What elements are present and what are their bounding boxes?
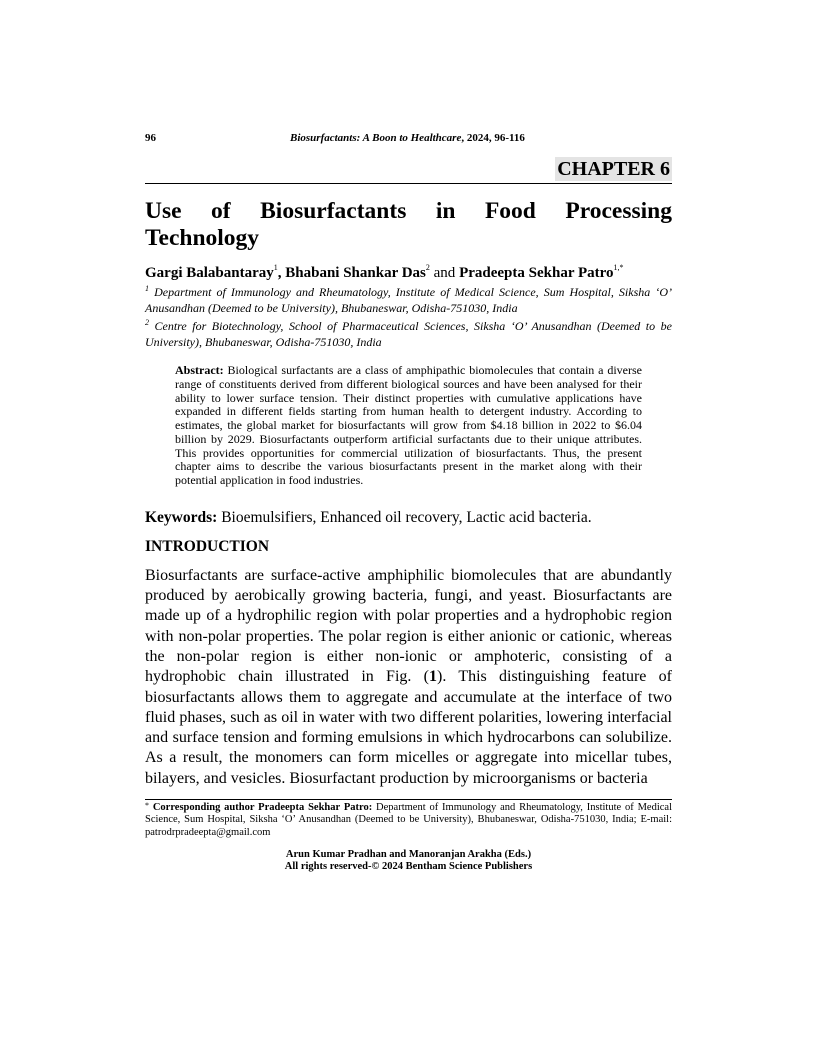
keywords-text: Bioemulsifiers, Enhanced oil recovery, Lactic acid bacteria.: [217, 508, 592, 526]
document-page: [145, 0, 672, 874]
editors-line: Arun Kumar Pradhan and Manoranjan Arakha (Eds.): [285, 848, 532, 860]
footnote-label: Corresponding author Pradeepta Sekhar Patro:: [149, 802, 373, 814]
affiliation-sup: 1: [145, 284, 149, 293]
author-affiliation-sup: 2: [425, 263, 430, 272]
introduction-paragraph: [145, 566, 672, 789]
page-number: 96: [145, 132, 156, 144]
corresponding-author-footnote: [145, 802, 672, 839]
footnote-text: Department of Immunology and Rheumatology, Institute of Medical Science, Sum Hospital, Siksha ‘O’ Anusandhan (Deemed to be University), Bhubaneswar, Odisha-751030, India; E-mail: patrodrpradeepta@gmail.com: [145, 802, 672, 838]
running-header: [145, 131, 672, 145]
section-heading-introduction: INTRODUCTION: [145, 537, 270, 555]
journal-details: , 2024, 96-116: [461, 132, 525, 144]
journal-citation: [290, 131, 525, 145]
author-name: Gargi Balabantaray: [145, 265, 274, 281]
footnote-divider: [145, 799, 672, 800]
affiliation-2: [145, 319, 672, 350]
author-separator: and: [429, 265, 460, 281]
footnote-marker: *: [145, 801, 149, 811]
author-list: [145, 264, 672, 282]
copyright-line: All rights reserved-© 2024 Bentham Science Publishers: [284, 861, 533, 873]
header-divider: [145, 183, 672, 184]
keywords-label: Keywords:: [145, 508, 218, 526]
keywords: [145, 508, 672, 527]
chapter-label-row: [145, 157, 672, 183]
abstract-text: Biological surfactants are a class of amphipathic biomolecules that contain a diverse range of constituents derived from different biological sources and have been analysed for their ability to lower surface tension. Their distinct properties with cumulative applications have expanded in different fields starting from human health to detergent industry. According to estimates, the global market for biosurfactants will grow from $4.18 billion in 2022 to $6.04 billion by 2029. Biosurfactants outperform artificial surfactants due to their unique attributes. This provides opportunities for commercial utilization of biosurfactants. Thus, the present chapter aims to describe the various biosurfactants present in the market along with their potential application in food industries.: [175, 363, 642, 487]
author-affiliation-sup: 1,*: [613, 263, 624, 272]
affiliation-text: Department of Immunology and Rheumatology, Institute of Medical Science, Sum Hospital, Siksha ‘O’ Anusandhan (Deemed to be University), Bhubaneswar, Odisha-751030, India: [145, 285, 672, 315]
chapter-label: CHAPTER 6: [557, 158, 670, 180]
affiliation-sup: 2: [145, 318, 149, 327]
abstract: [175, 364, 642, 488]
publication-credits: [145, 849, 672, 874]
journal-title: Biosurfactants: A Boon to Healthcare: [290, 132, 462, 144]
author-separator: ,: [277, 265, 286, 281]
body-text: ). This distinguishing feature of biosurfactants allows them to aggregate and accumulate at the interface of two fluid phases, such as oil in water with two different polarities, lowering interfacial and surface tension and forming emulsions in which hydrocarbons can solubilize. As a result, the monomers can form micelles or aggregate into micellar tubes, bilayers, and vesicles. Biosurfactant production by microorganisms or bacteria: [145, 668, 672, 787]
abstract-label: Abstract:: [175, 363, 224, 377]
author-affiliation-sup: 1: [273, 263, 278, 272]
chapter-title: Use of Biosurfactants in Food Processing Technology: [145, 198, 672, 251]
body-text: Biosurfactants are surface-active amphiphilic biomolecules that are abundantly produced by aerobically growing bacteria, fungi, and yeast. Biosurfactants are made up of a hydrophilic region with polar properties and a hydrophobic region with non-polar properties. The polar region is either anionic or cationic, whereas the non-polar region is either non-ionic or amphoteric, consisting of a hydrophobic chain illustrated in Fig. (: [145, 566, 672, 686]
author-name: Pradeepta Sekhar Patro: [459, 265, 614, 281]
author-name: Bhabani Shankar Das: [285, 265, 426, 281]
affiliation-text: Centre for Biotechnology, School of Pharmaceutical Sciences, Siksha ‘O’ Anusandhan (Deemed to be University), Bhubaneswar, Odisha-751030, India: [145, 319, 672, 349]
figure-reference-link[interactable]: 1: [429, 668, 437, 686]
affiliation-1: [145, 285, 672, 316]
